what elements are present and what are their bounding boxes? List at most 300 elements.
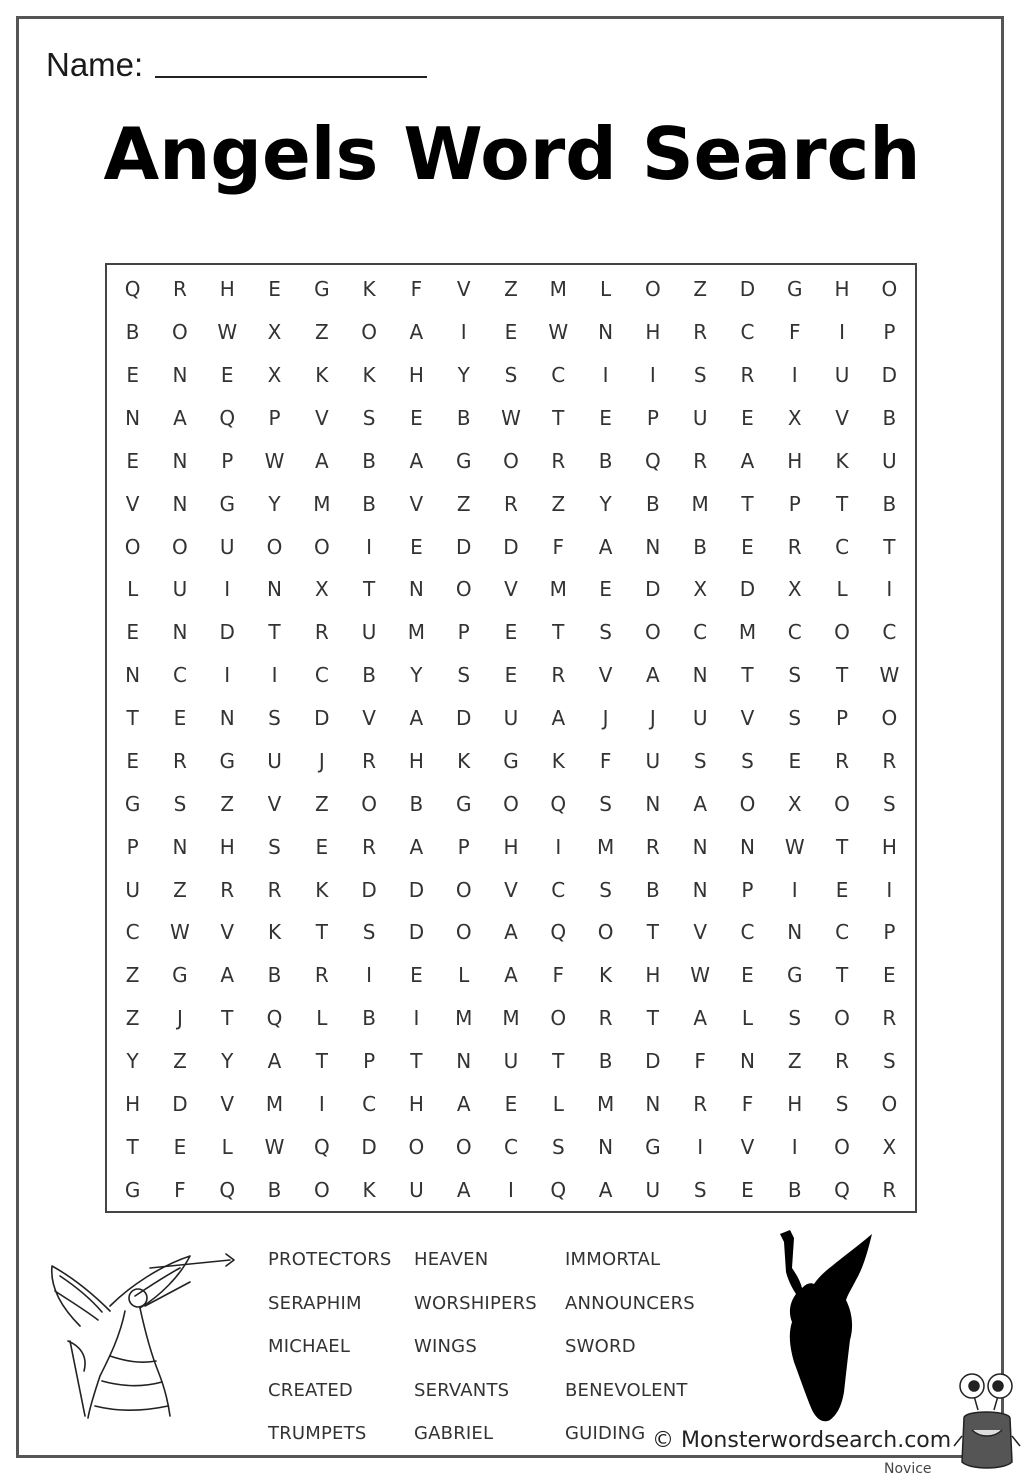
grid-letter[interactable]: T: [835, 834, 849, 859]
grid-letter[interactable]: M: [691, 491, 709, 516]
grid-letter[interactable]: S: [504, 363, 518, 388]
grid-letter[interactable]: M: [455, 1006, 473, 1031]
grid-letter[interactable]: Z: [173, 877, 187, 902]
grid-letter[interactable]: L: [600, 277, 612, 302]
grid-letter[interactable]: O: [408, 1134, 425, 1159]
grid-letter[interactable]: L: [458, 963, 470, 988]
grid-letter[interactable]: E: [741, 534, 754, 559]
grid-letter[interactable]: T: [552, 620, 565, 645]
grid-letter[interactable]: O: [645, 277, 661, 302]
grid-letter[interactable]: P: [741, 877, 754, 902]
grid-letter[interactable]: B: [456, 406, 471, 431]
grid-letter[interactable]: Y: [221, 1048, 234, 1073]
grid-letter[interactable]: C: [314, 663, 329, 688]
grid-letter[interactable]: U: [503, 706, 519, 731]
grid-letter[interactable]: S: [788, 1006, 802, 1031]
grid-letter[interactable]: B: [882, 491, 897, 516]
grid-letter[interactable]: K: [315, 877, 329, 902]
grid-letter[interactable]: D: [219, 620, 235, 645]
grid-letter[interactable]: H: [645, 320, 661, 345]
grid-letter[interactable]: E: [788, 748, 802, 773]
grid-letter[interactable]: W: [501, 406, 521, 431]
grid-letter[interactable]: O: [834, 620, 850, 645]
grid-letter[interactable]: P: [457, 620, 470, 645]
grid-letter[interactable]: R: [787, 534, 802, 559]
grid-letter[interactable]: A: [551, 706, 566, 731]
grid-letter[interactable]: L: [836, 577, 848, 602]
grid-letter[interactable]: C: [882, 620, 897, 645]
grid-letter[interactable]: N: [645, 791, 661, 816]
grid-letter[interactable]: E: [126, 363, 139, 388]
grid-letter[interactable]: D: [408, 920, 425, 945]
grid-letter[interactable]: T: [646, 1006, 659, 1031]
grid-letter[interactable]: R: [693, 448, 708, 473]
grid-letter[interactable]: R: [314, 620, 329, 645]
grid-letter[interactable]: K: [599, 963, 613, 988]
grid-letter[interactable]: O: [172, 534, 188, 559]
grid-letter[interactable]: H: [881, 834, 897, 859]
grid-letter[interactable]: E: [599, 577, 612, 602]
grid-letter[interactable]: W: [690, 963, 711, 988]
grid-letter[interactable]: T: [221, 1006, 234, 1031]
grid-letter[interactable]: K: [267, 920, 282, 945]
grid-letter[interactable]: H: [834, 277, 850, 302]
grid-letter[interactable]: P: [788, 491, 801, 516]
grid-letter[interactable]: B: [362, 1006, 376, 1031]
grid-letter[interactable]: O: [455, 877, 472, 902]
grid-letter[interactable]: O: [503, 791, 519, 816]
grid-letter[interactable]: B: [646, 877, 660, 902]
grid-letter[interactable]: F: [789, 320, 801, 345]
grid-letter[interactable]: V: [220, 920, 235, 945]
grid-letter[interactable]: E: [126, 748, 139, 773]
grid-letter[interactable]: R: [551, 448, 566, 473]
grid-letter[interactable]: A: [646, 663, 660, 688]
grid-letter[interactable]: R: [835, 1048, 849, 1073]
grid-letter[interactable]: L: [221, 1134, 233, 1159]
grid-letter[interactable]: O: [739, 791, 756, 816]
grid-letter[interactable]: V: [409, 491, 424, 516]
grid-letter[interactable]: O: [455, 920, 472, 945]
grid-letter[interactable]: M: [738, 620, 757, 645]
grid-letter[interactable]: O: [503, 448, 519, 473]
grid-letter[interactable]: T: [126, 1134, 139, 1159]
grid-letter[interactable]: K: [362, 277, 376, 302]
grid-letter[interactable]: A: [598, 1177, 613, 1202]
grid-letter[interactable]: I: [318, 1091, 325, 1116]
grid-letter[interactable]: E: [883, 963, 896, 988]
grid-letter[interactable]: I: [791, 877, 798, 902]
grid-letter[interactable]: D: [172, 1091, 188, 1116]
grid-letter[interactable]: G: [503, 748, 519, 773]
grid-letter[interactable]: C: [362, 1091, 377, 1116]
grid-letter[interactable]: Z: [125, 963, 140, 988]
grid-letter[interactable]: D: [503, 534, 519, 559]
grid-letter[interactable]: G: [787, 963, 803, 988]
grid-letter[interactable]: D: [739, 277, 756, 302]
grid-letter[interactable]: R: [882, 748, 897, 773]
grid-letter[interactable]: Y: [268, 491, 281, 516]
grid-letter[interactable]: D: [361, 877, 377, 902]
grid-letter[interactable]: Q: [834, 1177, 850, 1202]
grid-letter[interactable]: G: [219, 748, 235, 773]
grid-letter[interactable]: I: [460, 320, 467, 345]
grid-letter[interactable]: N: [787, 920, 803, 945]
grid-letter[interactable]: N: [645, 1091, 661, 1116]
grid-letter[interactable]: O: [881, 706, 898, 731]
grid-letter[interactable]: B: [787, 1177, 802, 1202]
grid-letter[interactable]: E: [504, 620, 518, 645]
grid-letter[interactable]: N: [267, 577, 282, 602]
grid-letter[interactable]: N: [219, 706, 235, 731]
grid-letter[interactable]: V: [504, 877, 518, 902]
grid-letter[interactable]: B: [693, 534, 708, 559]
grid-letter[interactable]: A: [693, 1006, 707, 1031]
grid-letter[interactable]: H: [787, 1091, 803, 1116]
grid-letter[interactable]: U: [503, 1048, 519, 1073]
grid-letter[interactable]: F: [174, 1177, 186, 1202]
grid-letter[interactable]: K: [315, 363, 329, 388]
grid-letter[interactable]: Q: [124, 277, 141, 302]
grid-letter[interactable]: P: [883, 320, 896, 345]
grid-letter[interactable]: R: [267, 877, 282, 902]
grid-letter[interactable]: R: [645, 834, 660, 859]
grid-letter[interactable]: W: [264, 448, 285, 473]
grid-letter[interactable]: V: [362, 706, 376, 731]
grid-letter[interactable]: N: [125, 663, 141, 688]
grid-letter[interactable]: U: [692, 706, 708, 731]
grid-letter[interactable]: D: [361, 1134, 377, 1159]
grid-letter[interactable]: U: [692, 406, 708, 431]
grid-letter[interactable]: T: [126, 706, 139, 731]
grid-letter[interactable]: O: [313, 534, 330, 559]
grid-letter[interactable]: F: [552, 534, 565, 559]
grid-letter[interactable]: H: [787, 448, 803, 473]
grid-letter[interactable]: S: [362, 920, 376, 945]
grid-letter[interactable]: T: [741, 663, 754, 688]
grid-letter[interactable]: S: [599, 877, 612, 902]
grid-letter[interactable]: N: [172, 448, 188, 473]
grid-letter[interactable]: K: [551, 748, 565, 773]
grid-letter[interactable]: N: [598, 320, 614, 345]
grid-letter[interactable]: P: [268, 406, 281, 431]
grid-letter[interactable]: D: [645, 1048, 661, 1073]
grid-letter[interactable]: B: [125, 320, 140, 345]
grid-letter[interactable]: G: [219, 491, 235, 516]
grid-letter[interactable]: M: [407, 620, 426, 645]
grid-letter[interactable]: Z: [125, 1006, 140, 1031]
grid-letter[interactable]: S: [599, 791, 612, 816]
grid-letter[interactable]: T: [835, 491, 849, 516]
grid-letter[interactable]: N: [692, 663, 708, 688]
grid-letter[interactable]: G: [787, 277, 803, 302]
grid-letter[interactable]: W: [548, 320, 569, 345]
grid-letter[interactable]: J: [318, 748, 325, 773]
grid-letter[interactable]: Z: [504, 277, 518, 302]
grid-letter[interactable]: I: [886, 577, 893, 602]
grid-letter[interactable]: Y: [457, 363, 470, 388]
grid-letter[interactable]: B: [267, 1177, 282, 1202]
grid-letter[interactable]: O: [266, 534, 283, 559]
grid-letter[interactable]: K: [835, 448, 849, 473]
grid-letter[interactable]: Q: [219, 406, 236, 431]
grid-letter[interactable]: I: [271, 663, 278, 688]
grid-letter[interactable]: N: [172, 834, 188, 859]
grid-letter[interactable]: Q: [645, 448, 661, 473]
grid-letter[interactable]: G: [645, 1134, 661, 1159]
grid-letter[interactable]: X: [267, 320, 282, 345]
grid-letter[interactable]: A: [456, 1091, 471, 1116]
grid-letter[interactable]: N: [125, 406, 141, 431]
grid-letter[interactable]: C: [551, 877, 566, 902]
grid-letter[interactable]: I: [791, 363, 798, 388]
grid-letter[interactable]: B: [409, 791, 424, 816]
grid-letter[interactable]: N: [692, 877, 708, 902]
grid-letter[interactable]: S: [599, 620, 612, 645]
grid-letter[interactable]: E: [504, 663, 518, 688]
grid-letter[interactable]: N: [598, 1134, 614, 1159]
grid-letter[interactable]: H: [408, 748, 424, 773]
grid-letter[interactable]: L: [741, 1006, 754, 1031]
grid-letter[interactable]: B: [598, 448, 613, 473]
grid-letter[interactable]: P: [363, 1048, 376, 1073]
grid-letter[interactable]: C: [551, 363, 566, 388]
grid-letter[interactable]: S: [693, 363, 707, 388]
grid-letter[interactable]: I: [508, 1177, 514, 1202]
grid-letter[interactable]: E: [741, 1177, 754, 1202]
grid-letter[interactable]: T: [552, 1048, 565, 1073]
grid-letter[interactable]: W: [784, 834, 805, 859]
grid-letter[interactable]: C: [504, 1134, 518, 1159]
grid-letter[interactable]: V: [835, 406, 849, 431]
grid-letter[interactable]: O: [361, 791, 377, 816]
grid-letter[interactable]: X: [693, 577, 708, 602]
grid-letter[interactable]: S: [173, 791, 187, 816]
grid-letter[interactable]: Z: [456, 491, 471, 516]
grid-letter[interactable]: U: [409, 1177, 424, 1202]
grid-letter[interactable]: R: [693, 320, 708, 345]
grid-letter[interactable]: M: [313, 491, 331, 516]
grid-letter[interactable]: U: [834, 363, 850, 388]
grid-letter[interactable]: O: [455, 1134, 472, 1159]
grid-letter[interactable]: E: [410, 406, 423, 431]
grid-letter[interactable]: V: [314, 406, 329, 431]
grid-letter[interactable]: G: [455, 791, 472, 816]
grid-letter[interactable]: N: [645, 534, 661, 559]
grid-letter[interactable]: P: [221, 448, 234, 473]
grid-letter[interactable]: A: [409, 320, 424, 345]
grid-letter[interactable]: E: [315, 834, 329, 859]
grid-letter[interactable]: D: [645, 577, 661, 602]
grid-letter[interactable]: T: [268, 620, 281, 645]
grid-letter[interactable]: A: [267, 1048, 282, 1073]
grid-letter[interactable]: Z: [693, 277, 708, 302]
grid-letter[interactable]: S: [882, 1048, 896, 1073]
grid-letter[interactable]: O: [881, 277, 898, 302]
grid-letter[interactable]: S: [268, 834, 281, 859]
grid-letter[interactable]: J: [602, 706, 609, 731]
grid-letter[interactable]: E: [741, 963, 754, 988]
grid-letter[interactable]: B: [362, 663, 376, 688]
grid-letter[interactable]: Z: [551, 491, 566, 516]
grid-letter[interactable]: P: [883, 920, 896, 945]
grid-letter[interactable]: N: [739, 834, 755, 859]
grid-letter[interactable]: N: [172, 620, 188, 645]
grid-letter[interactable]: E: [268, 277, 281, 302]
grid-letter[interactable]: I: [649, 363, 656, 388]
grid-letter[interactable]: Z: [220, 791, 235, 816]
grid-letter[interactable]: B: [267, 963, 282, 988]
grid-letter[interactable]: F: [599, 748, 612, 773]
grid-letter[interactable]: G: [124, 791, 141, 816]
grid-letter[interactable]: O: [597, 920, 614, 945]
grid-letter[interactable]: H: [645, 963, 661, 988]
grid-letter[interactable]: Y: [126, 1048, 139, 1073]
grid-letter[interactable]: X: [314, 577, 329, 602]
grid-letter[interactable]: P: [457, 834, 470, 859]
grid-letter[interactable]: W: [879, 663, 900, 688]
grid-letter[interactable]: C: [740, 320, 755, 345]
grid-letter[interactable]: S: [788, 663, 802, 688]
grid-letter[interactable]: I: [602, 363, 609, 388]
grid-letter[interactable]: V: [693, 920, 707, 945]
grid-letter[interactable]: U: [172, 577, 188, 602]
grid-letter[interactable]: F: [410, 277, 423, 302]
grid-letter[interactable]: V: [598, 663, 613, 688]
grid-letter[interactable]: X: [787, 577, 802, 602]
grid-letter[interactable]: S: [835, 1091, 849, 1116]
grid-letter[interactable]: S: [693, 1177, 707, 1202]
grid-letter[interactable]: F: [552, 963, 565, 988]
grid-letter[interactable]: R: [220, 877, 235, 902]
grid-letter[interactable]: L: [127, 577, 139, 602]
grid-letter[interactable]: R: [693, 1091, 708, 1116]
grid-letter[interactable]: O: [645, 620, 661, 645]
grid-letter[interactable]: N: [692, 834, 708, 859]
grid-letter[interactable]: R: [882, 1177, 897, 1202]
grid-letter[interactable]: I: [697, 1134, 704, 1159]
grid-letter[interactable]: D: [408, 877, 425, 902]
grid-letter[interactable]: P: [646, 406, 659, 431]
grid-letter[interactable]: O: [834, 1006, 850, 1031]
grid-letter[interactable]: X: [787, 406, 802, 431]
grid-letter[interactable]: J: [649, 706, 656, 731]
grid-letter[interactable]: S: [268, 706, 281, 731]
grid-letter[interactable]: D: [314, 706, 330, 731]
grid-letter[interactable]: I: [886, 877, 893, 902]
grid-letter[interactable]: Q: [313, 1134, 330, 1159]
grid-letter[interactable]: M: [549, 577, 567, 602]
grid-letter[interactable]: V: [220, 1091, 235, 1116]
grid-letter[interactable]: N: [172, 491, 188, 516]
grid-letter[interactable]: E: [410, 963, 423, 988]
grid-letter[interactable]: P: [126, 834, 139, 859]
grid-letter[interactable]: C: [787, 620, 802, 645]
grid-letter[interactable]: O: [550, 1006, 567, 1031]
grid-letter[interactable]: M: [549, 277, 567, 302]
grid-letter[interactable]: G: [314, 277, 330, 302]
grid-letter[interactable]: S: [788, 706, 802, 731]
grid-letter[interactable]: K: [362, 363, 376, 388]
grid-letter[interactable]: E: [504, 1091, 518, 1116]
grid-letter[interactable]: L: [316, 1006, 328, 1031]
grid-letter[interactable]: E: [504, 320, 518, 345]
grid-letter[interactable]: L: [552, 1091, 564, 1116]
grid-letter[interactable]: B: [362, 448, 376, 473]
grid-letter[interactable]: V: [125, 491, 140, 516]
grid-letter[interactable]: S: [362, 406, 376, 431]
grid-letter[interactable]: U: [219, 534, 235, 559]
grid-letter[interactable]: A: [409, 448, 424, 473]
grid-letter[interactable]: Z: [173, 1048, 187, 1073]
grid-letter[interactable]: B: [362, 491, 376, 516]
grid-letter[interactable]: I: [224, 577, 231, 602]
grid-letter[interactable]: T: [552, 406, 565, 431]
grid-letter[interactable]: D: [739, 577, 756, 602]
grid-letter[interactable]: T: [646, 920, 659, 945]
grid-letter[interactable]: H: [408, 1091, 424, 1116]
grid-letter[interactable]: N: [456, 1048, 472, 1073]
grid-letter[interactable]: A: [456, 1177, 471, 1202]
grid-letter[interactable]: H: [125, 1091, 141, 1116]
grid-letter[interactable]: A: [598, 534, 613, 559]
grid-letter[interactable]: R: [362, 834, 377, 859]
grid-letter[interactable]: I: [224, 663, 231, 688]
grid-letter[interactable]: X: [267, 363, 282, 388]
grid-letter[interactable]: N: [739, 1048, 755, 1073]
grid-letter[interactable]: E: [173, 706, 187, 731]
grid-letter[interactable]: E: [599, 406, 612, 431]
grid-letter[interactable]: N: [408, 577, 424, 602]
grid-letter[interactable]: G: [124, 1177, 141, 1202]
grid-letter[interactable]: D: [881, 363, 898, 388]
grid-letter[interactable]: S: [882, 791, 896, 816]
grid-letter[interactable]: B: [882, 406, 897, 431]
grid-letter[interactable]: T: [410, 1048, 423, 1073]
grid-letter[interactable]: U: [882, 448, 897, 473]
grid-letter[interactable]: Q: [266, 1006, 283, 1031]
grid-letter[interactable]: R: [835, 748, 849, 773]
grid-letter[interactable]: M: [265, 1091, 284, 1116]
grid-letter[interactable]: O: [455, 577, 472, 602]
grid-letter[interactable]: M: [596, 1091, 615, 1116]
grid-letter[interactable]: A: [173, 406, 187, 431]
grid-letter[interactable]: R: [882, 1006, 897, 1031]
grid-letter[interactable]: H: [503, 834, 519, 859]
grid-letter[interactable]: N: [172, 363, 188, 388]
grid-letter[interactable]: R: [172, 748, 187, 773]
grid-letter[interactable]: C: [693, 620, 708, 645]
grid-letter[interactable]: F: [741, 1091, 754, 1116]
grid-letter[interactable]: I: [555, 834, 562, 859]
grid-letter[interactable]: C: [172, 663, 187, 688]
grid-letter[interactable]: E: [220, 363, 234, 388]
grid-letter[interactable]: F: [694, 1048, 706, 1073]
grid-letter[interactable]: B: [646, 491, 660, 516]
grid-letter[interactable]: T: [315, 1048, 328, 1073]
grid-letter[interactable]: R: [551, 663, 566, 688]
grid-letter[interactable]: W: [217, 320, 238, 345]
grid-letter[interactable]: V: [740, 1134, 755, 1159]
grid-letter[interactable]: Z: [314, 791, 329, 816]
grid-letter[interactable]: I: [413, 1006, 420, 1031]
grid-letter[interactable]: C: [835, 534, 850, 559]
grid-letter[interactable]: A: [693, 791, 707, 816]
grid-letter[interactable]: X: [882, 1134, 897, 1159]
grid-letter[interactable]: T: [883, 534, 896, 559]
grid-letter[interactable]: U: [267, 748, 282, 773]
grid-letter[interactable]: K: [457, 748, 471, 773]
